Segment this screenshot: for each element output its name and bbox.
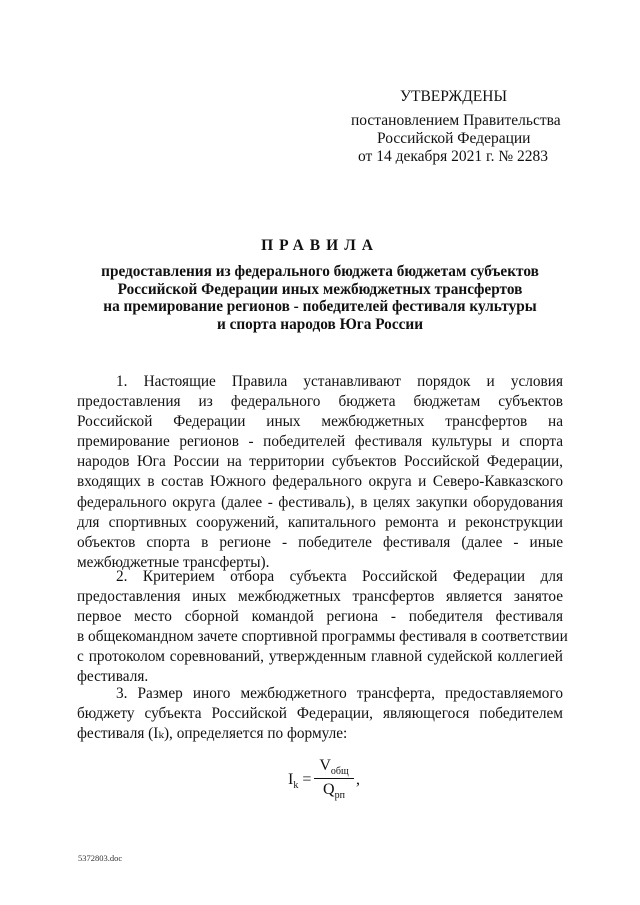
paragraph-line: фестиваля. bbox=[77, 668, 149, 686]
paragraph-line: бюджету субъекта Российской Федерации, являющегося победителем bbox=[77, 705, 563, 723]
paragraph-line: Российской Федерации иных межбюджетных трансфертов на bbox=[77, 413, 563, 431]
footer-file-name: 5372803.doc bbox=[78, 853, 123, 863]
paragraph-line: 2. Критерием отбора субъекта Российской Федерации для bbox=[116, 568, 563, 585]
paragraph-line: 3. Размер иного межбюджетного трансферта, предоставляемого bbox=[116, 685, 563, 702]
formula-denominator-subscript: рп bbox=[334, 790, 345, 802]
formula-numerator bbox=[314, 757, 354, 779]
paragraph-1 bbox=[77, 372, 563, 573]
formula-denominator bbox=[314, 779, 354, 801]
formula-numerator-symbol: V bbox=[319, 757, 331, 774]
approval-line-country: Российской Федерации bbox=[377, 130, 531, 147]
paragraph-line: предоставления из федерального бюджета бюджетам субъектов bbox=[77, 393, 563, 411]
subtitle-line: предоставления из федерального бюджета бюджетам субъектов bbox=[101, 263, 539, 280]
formula-lhs bbox=[288, 771, 311, 791]
paragraph-line: предоставления иных межбюджетных трансфертов является занятое bbox=[77, 588, 563, 606]
subtitle-line: и спорта народов Юга России bbox=[216, 315, 424, 333]
subtitle-line: на премирование регионов - победителей фестиваля культуры bbox=[103, 298, 537, 315]
formula-numerator-subscript: общ bbox=[330, 766, 349, 778]
approval-line-date-number: от 14 декабря 2021 г. № 2283 bbox=[358, 148, 549, 165]
formula-lhs-subscript: k bbox=[293, 780, 299, 792]
paragraph-line: федерального округа (далее - фестиваль), в целях закупки оборудования bbox=[77, 493, 563, 511]
formula-lhs-symbol: I bbox=[288, 771, 294, 788]
document-subtitle bbox=[70, 263, 570, 333]
paragraph-2 bbox=[77, 567, 568, 688]
paragraph-3 bbox=[77, 684, 563, 744]
approval-title: УТВЕРЖДЕНЫ bbox=[400, 88, 507, 105]
paragraph-line: для спортивных сооружений, капитального ремонта и реконструкции bbox=[77, 513, 563, 531]
paragraph-line: межбюджетные трансферты). bbox=[77, 553, 270, 571]
formula-fraction bbox=[314, 757, 354, 801]
paragraph-line: фестиваля (Iₖ), определяется по формуле: bbox=[77, 725, 348, 743]
paragraph-line: премирование регионов - победителей фестиваля культуры и спорта bbox=[77, 433, 563, 451]
subtitle-line: Российской Федерации иных межбюджетных трансфертов bbox=[117, 280, 523, 298]
paragraph-line: с протоколом соревнований, утвержденным главной судейской коллегией bbox=[77, 648, 563, 666]
approval-line-decree: постановлением Правительства bbox=[351, 112, 561, 129]
formula-denominator-symbol: Q bbox=[323, 781, 335, 799]
paragraph-line: 1. Настоящие Правила устанавливают порядок и условия bbox=[116, 373, 563, 390]
paragraph-line: входящих в состав Южного федерального округа и Северо-Кавказского bbox=[77, 473, 563, 491]
paragraph-line: первое место сборной командой региона - победителя фестиваля bbox=[77, 608, 563, 626]
formula-equals: = bbox=[302, 771, 312, 788]
document-title: ПРАВИЛА bbox=[261, 237, 379, 254]
paragraph-line: народов Юга России на территории субъектов Российской Федерации, bbox=[77, 453, 563, 471]
formula-trailing-comma: , bbox=[356, 771, 360, 788]
paragraph-line: объектов спорта в регионе - победителе фестиваля (далее - иные bbox=[77, 533, 563, 551]
paragraph-line: в общекомандном зачете спортивной программы фестиваля в соответствии bbox=[77, 628, 568, 646]
